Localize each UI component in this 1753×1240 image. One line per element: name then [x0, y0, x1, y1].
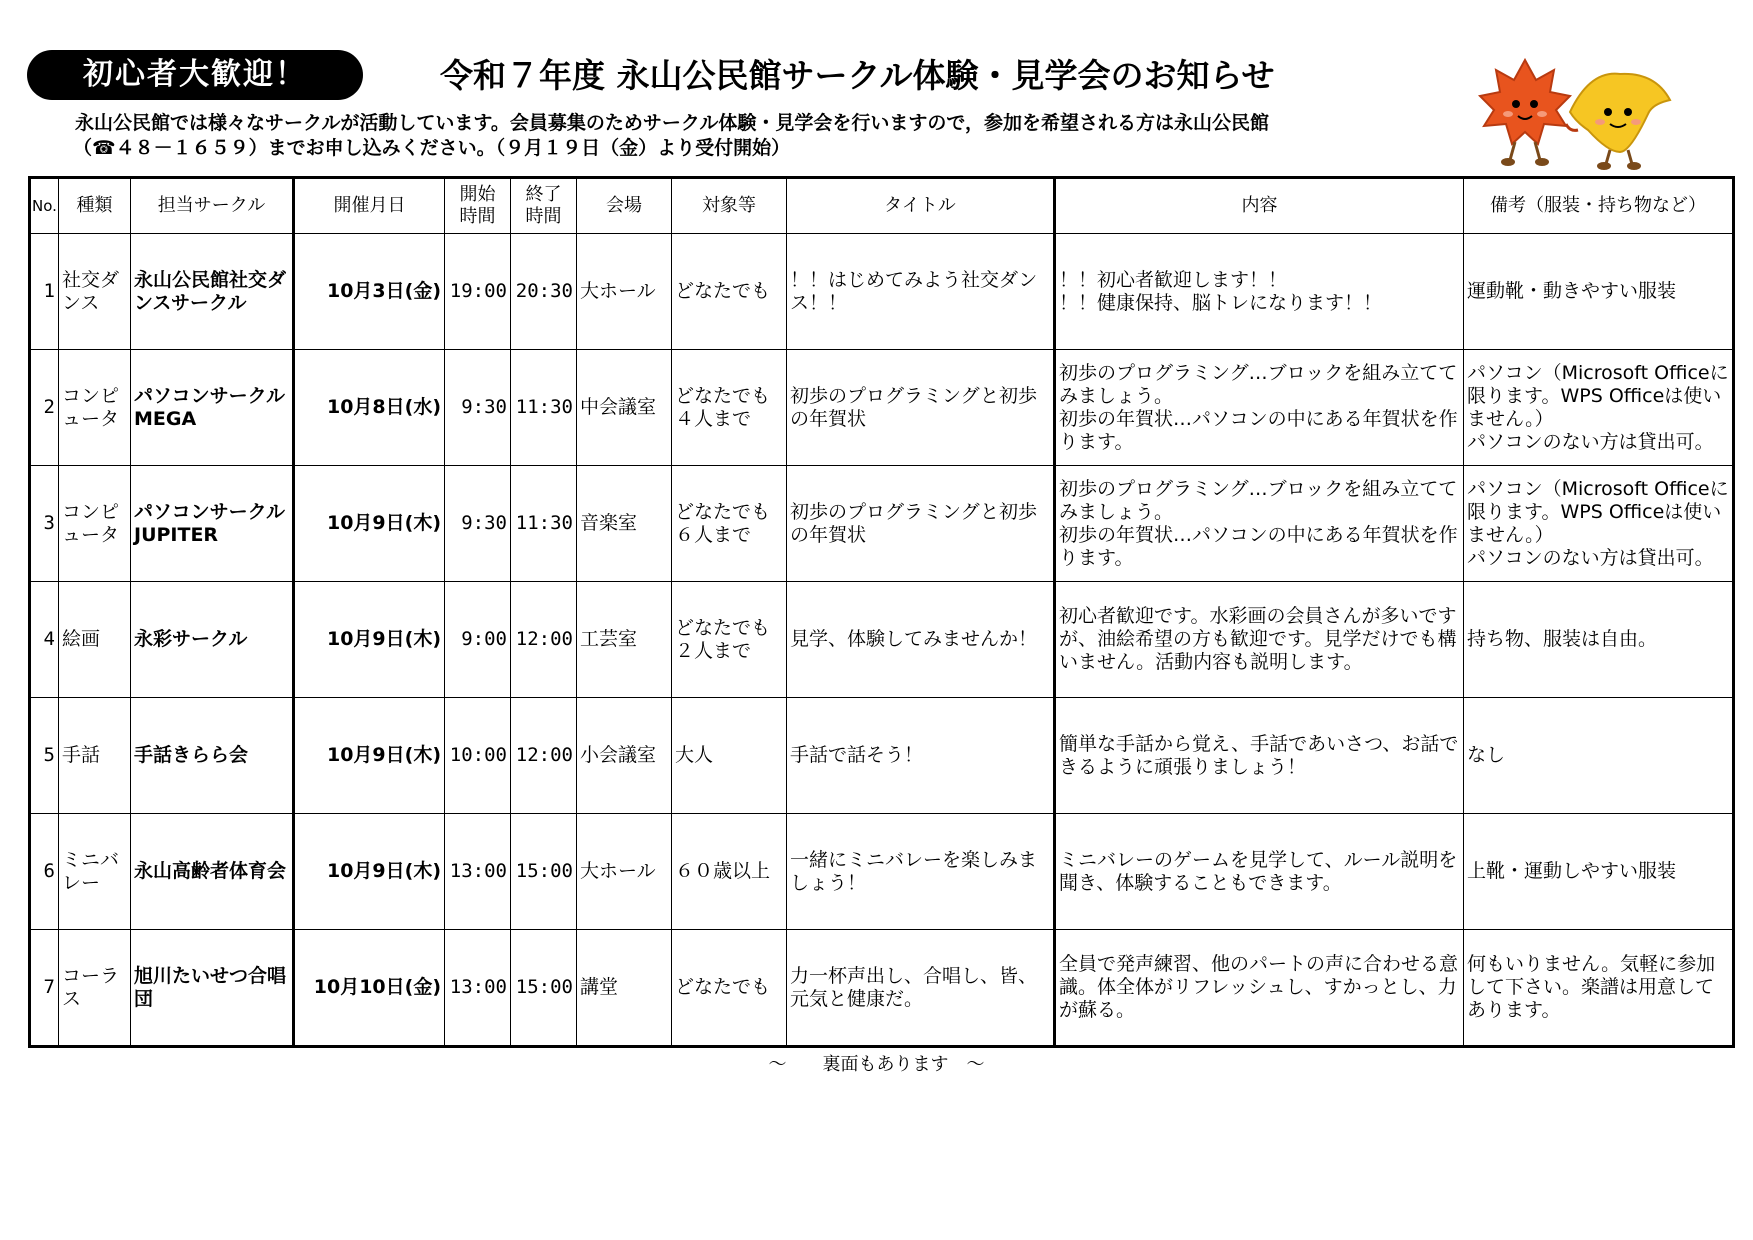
- cell-kind: 手話: [59, 698, 131, 814]
- cell-circle: パソコンサークルMEGA: [131, 350, 294, 466]
- cell-note: 何もいりません。気軽に参加して下さい。楽譜は用意してあります。: [1464, 930, 1734, 1047]
- cell-note: なし: [1464, 698, 1734, 814]
- table-row: [30, 582, 1734, 698]
- cell-content: 初心者歓迎です。水彩画の会員さんが多いですが、油絵希望の方も歓迎です。見学だけでも構いません。活動内容も説明します。: [1055, 582, 1464, 698]
- cell-title: 見学、体験してみませんか！: [787, 582, 1055, 698]
- cell-end-time: 11:30: [511, 466, 577, 582]
- cell-circle: 永山高齢者体育会: [131, 814, 294, 930]
- col-header-start: 開始 時間: [445, 178, 511, 234]
- cell-circle: 永彩サークル: [131, 582, 294, 698]
- cell-no: 7: [30, 930, 59, 1047]
- table-row: [30, 234, 1734, 350]
- cell-title: ！！はじめてみよう社交ダンス！！: [787, 234, 1055, 350]
- cell-note: 運動靴・動きやすい服装: [1464, 234, 1734, 350]
- cell-content: 全員で発声練習、他のパートの声に合わせる意識。体全体がリフレッシュし、すかっとし、力が蘇る。: [1055, 930, 1464, 1047]
- cell-target: どなたでも６人まで: [672, 466, 787, 582]
- cell-no: 6: [30, 814, 59, 930]
- cell-circle: 旭川たいせつ合唱団: [131, 930, 294, 1047]
- col-header-no: No.: [30, 178, 59, 234]
- cell-title: 一緒にミニバレーを楽しみましょう！: [787, 814, 1055, 930]
- table-row: [30, 466, 1734, 582]
- cell-title: 手話で話そう！: [787, 698, 1055, 814]
- schedule-table: [28, 176, 1735, 1048]
- cell-venue: 中会議室: [577, 350, 672, 466]
- cell-title: 力一杯声出し、合唱し、皆、元気と健康だ。: [787, 930, 1055, 1047]
- table-row: [30, 350, 1734, 466]
- cell-content: 初歩のプログラミング…ブロックを組み立ててみましょう。 初歩の年賀状…パソコンの中にある年賀状を作ります。: [1055, 350, 1464, 466]
- cell-start-time: 9:30: [445, 350, 511, 466]
- cell-venue: 大ホール: [577, 814, 672, 930]
- cell-date: 10月9日(木): [294, 582, 445, 698]
- cell-note: 持ち物、服装は自由。: [1464, 582, 1734, 698]
- cell-circle: 手話きらら会: [131, 698, 294, 814]
- cell-start-time: 10:00: [445, 698, 511, 814]
- intro-line-1: 永山公民館では様々なサークルが活動しています。会員募集のためサークル体験・見学会を行いますので，参加を希望される方は永山公民館: [75, 112, 1269, 134]
- cell-no: 2: [30, 350, 59, 466]
- cell-venue: 小会議室: [577, 698, 672, 814]
- cell-kind: コーラス: [59, 930, 131, 1047]
- cell-no: 3: [30, 466, 59, 582]
- cell-start-time: 9:30: [445, 466, 511, 582]
- table-row: [30, 930, 1734, 1047]
- cell-date: 10月9日(木): [294, 698, 445, 814]
- cell-target: どなたでも: [672, 234, 787, 350]
- intro-text: [75, 111, 1415, 161]
- maple-leaf-icon: [1480, 60, 1570, 166]
- cell-end-time: 15:00: [511, 814, 577, 930]
- cell-date: 10月9日(木): [294, 466, 445, 582]
- cell-note: パソコン（Microsoft Officeに限ります。WPS Officeは使いません。） パソコンのない方は貸出可。: [1464, 466, 1734, 582]
- cell-kind: ミニバレー: [59, 814, 131, 930]
- cell-no: 1: [30, 234, 59, 350]
- cell-note: 上靴・運動しやすい服装: [1464, 814, 1734, 930]
- cell-title: 初歩のプログラミングと初歩の年賀状: [787, 350, 1055, 466]
- cell-kind: コンピュータ: [59, 350, 131, 466]
- cell-venue: 音楽室: [577, 466, 672, 582]
- cell-date: 10月3日(金): [294, 234, 445, 350]
- cell-venue: 工芸室: [577, 582, 672, 698]
- cell-circle: 永山公民館社交ダンスサークル: [131, 234, 294, 350]
- cell-venue: 講堂: [577, 930, 672, 1047]
- cell-start-time: 19:00: [445, 234, 511, 350]
- cell-start-time: 13:00: [445, 930, 511, 1047]
- cell-end-time: 12:00: [511, 582, 577, 698]
- cell-start-time: 13:00: [445, 814, 511, 930]
- cell-no: 4: [30, 582, 59, 698]
- cell-content: 簡単な手話から覚え、手話であいさつ、お話できるように頑張りましょう！: [1055, 698, 1464, 814]
- cell-end-time: 20:30: [511, 234, 577, 350]
- cell-note: パソコン（Microsoft Officeに限ります。WPS Officeは使いません。） パソコンのない方は貸出可。: [1464, 350, 1734, 466]
- cell-kind: コンピュータ: [59, 466, 131, 582]
- table-row: [30, 698, 1734, 814]
- cell-title: 初歩のプログラミングと初歩の年賀状: [787, 466, 1055, 582]
- cell-target: どなたでも２人まで: [672, 582, 787, 698]
- cell-target: ６０歳以上: [672, 814, 787, 930]
- cell-kind: 絵画: [59, 582, 131, 698]
- col-header-end: 終了 時間: [511, 178, 577, 234]
- cell-target: どなたでも４人まで: [672, 350, 787, 466]
- cell-date: 10月9日(木): [294, 814, 445, 930]
- cell-end-time: 15:00: [511, 930, 577, 1047]
- cell-content: ！！初心者歓迎します！！ ！！健康保持、脳トレになります！！: [1055, 234, 1464, 350]
- cell-target: どなたでも: [672, 930, 787, 1047]
- autumn-leaves-mascot-icon: [1470, 52, 1680, 177]
- ginkgo-leaf-icon: [1566, 74, 1670, 170]
- col-header-circle: 担当サークル: [131, 178, 294, 234]
- cell-circle: パソコンサークルJUPITER: [131, 466, 294, 582]
- page-title: 令和７年度 永山公民館サークル体験・見学会のお知らせ: [440, 56, 1275, 95]
- footer-note: ～ 裏面もあります ～: [768, 1054, 985, 1075]
- col-header-date: 開催月日: [294, 178, 445, 234]
- cell-venue: 大ホール: [577, 234, 672, 350]
- table-row: [30, 814, 1734, 930]
- col-header-note: 備考（服装・持ち物など）: [1464, 178, 1734, 234]
- cell-start-time: 9:00: [445, 582, 511, 698]
- col-header-content: 内容: [1055, 178, 1464, 234]
- col-header-target: 対象等: [672, 178, 787, 234]
- cell-content: ミニバレーのゲームを見学して、ルール説明を聞き、体験することもできます。: [1055, 814, 1464, 930]
- cell-target: 大人: [672, 698, 787, 814]
- cell-end-time: 12:00: [511, 698, 577, 814]
- cell-no: 5: [30, 698, 59, 814]
- cell-kind: 社交ダンス: [59, 234, 131, 350]
- cell-content: 初歩のプログラミング…ブロックを組み立ててみましょう。 初歩の年賀状…パソコンの中にある年賀状を作ります。: [1055, 466, 1464, 582]
- col-header-kind: 種類: [59, 178, 131, 234]
- intro-line-2: （☎４８－１６５９）までお申し込みください。（９月１９日（金）より受付開始）: [73, 137, 791, 159]
- cell-date: 10月10日(金): [294, 930, 445, 1047]
- table-header-row: [30, 178, 1734, 234]
- cell-end-time: 11:30: [511, 350, 577, 466]
- col-header-title: タイトル: [787, 178, 1055, 234]
- welcome-badge: 初心者大歓迎！: [27, 50, 363, 100]
- col-header-venue: 会場: [577, 178, 672, 234]
- cell-date: 10月8日(水): [294, 350, 445, 466]
